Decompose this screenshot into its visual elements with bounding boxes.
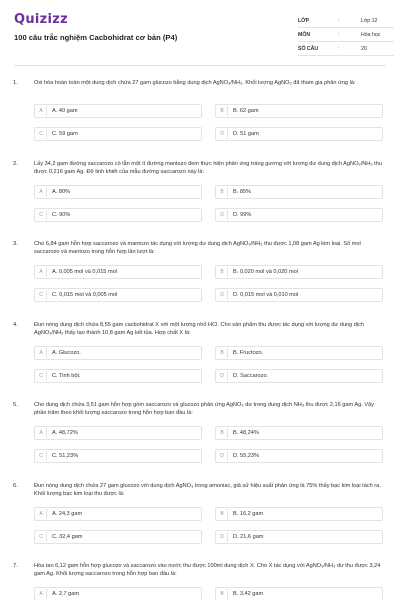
question-text: Cho dung dịch chứa 3,51 gam hỗn hợp gồm saccarozo và glucozo phản ứng AgNO₃ dư trong dung dịch NH₃ thu được 2,16 gam Ag. Vậy phần trăm theo khối lượng saccarozo trong hỗn hợp ban đầu là: <box>34 402 375 417</box>
option-letter-box: C <box>36 210 47 220</box>
answer-option-c[interactable] <box>34 208 202 222</box>
document-title: 100 câu trắc nghiệm Cacbohidrat cơ bản (P4) <box>14 33 178 42</box>
meta-key: MÔN <box>298 32 311 38</box>
option-letter-box: B <box>217 187 228 197</box>
question-list <box>0 70 400 600</box>
answer-option-a[interactable] <box>34 346 202 360</box>
option-letter-box: B <box>217 428 228 438</box>
meta-row-count <box>298 42 394 56</box>
answer-option-b[interactable] <box>215 507 383 521</box>
option-letter-box: A <box>36 348 47 358</box>
question-block <box>0 151 400 232</box>
question-number: 2. <box>13 160 18 167</box>
option-letter-box: D <box>217 371 228 381</box>
answer-option-d[interactable] <box>215 127 383 141</box>
answer-option-b[interactable] <box>215 346 383 360</box>
answer-option-a[interactable] <box>34 507 202 521</box>
option-text: B. Fructozo. <box>233 349 264 356</box>
meta-colon: : <box>338 32 340 38</box>
answer-option-a[interactable] <box>34 185 202 199</box>
question-number: 6. <box>13 482 18 489</box>
option-text: A. 40 gam <box>52 108 78 114</box>
question-number: 5. <box>13 402 18 408</box>
meta-row-subject <box>298 28 394 42</box>
option-text: B. 3,42 gam <box>233 591 264 597</box>
option-text: D. 0,015 mol và 0,010 mol <box>233 292 299 298</box>
question-block <box>0 392 400 473</box>
option-text: B. 48,24% <box>233 430 259 436</box>
answer-option-b[interactable] <box>215 265 383 279</box>
option-text: A. 48,72% <box>52 430 78 436</box>
question-block <box>0 473 400 554</box>
meta-key: SỐ CÂU <box>298 46 319 52</box>
question-text: Đun nóng dung dịch chứa 27 gam glucozo với dung dịch AgNO₃ trong amoniac, giả sử hiệu suất phản ứng là 75% thấy bạc kim loại tách ra. Khối lượng bạc kim loại thu được là: <box>34 482 381 497</box>
question-block <box>0 312 400 393</box>
answer-option-c[interactable] <box>34 288 202 302</box>
answer-option-d[interactable] <box>215 369 383 383</box>
option-text: C. 0,015 mol và 0,005 mol <box>52 292 118 298</box>
question-block <box>0 553 400 600</box>
option-text: B. 62 gam <box>233 108 259 114</box>
answer-option-b[interactable] <box>215 104 383 118</box>
option-text: D. 55,23% <box>233 453 260 459</box>
option-letter-box: D <box>217 210 228 220</box>
option-letter-box: D <box>217 290 228 300</box>
meta-value: 20 <box>361 46 367 52</box>
option-text: C. 51,23% <box>52 453 79 459</box>
answer-option-b[interactable] <box>215 185 383 199</box>
question-text: Hòa tan 6,12 gam hỗn hợp glucozo và saccarozo vào nước thu được 100ml dung dịch X. Cho X tác dụng với AgNO₃/NH₃ dư thu được 3,24 gam Ag. Khối lượng saccarozo trong hỗn hợp ban đầu là: <box>34 563 381 578</box>
option-text: C. 59 gam <box>52 131 78 137</box>
answer-option-d[interactable] <box>215 288 383 302</box>
header-divider <box>14 65 386 66</box>
option-text: D. 51 gam <box>233 131 259 137</box>
option-letter-box: A <box>36 187 47 197</box>
option-letter-box: D <box>217 129 228 139</box>
question-text: Cho 6,84 gam hỗn hợp saccarozo và mantozo tác dụng với lượng dư dung dịch AgNO₃/NH₃ thu được 1,08 gam Ag kim loại. Số mol saccarozo và mantozo trong hỗn hợp lần lượt là: <box>34 241 361 256</box>
option-letter-box: B <box>217 589 228 599</box>
option-text: B. 85% <box>233 188 252 195</box>
answer-option-d[interactable] <box>215 208 383 222</box>
option-text: C. 90% <box>52 211 71 218</box>
answer-option-d[interactable] <box>215 530 383 544</box>
option-text: A. 80% <box>52 188 71 195</box>
question-number: 4. <box>13 321 18 328</box>
option-text: D. 21,6 gam <box>233 533 264 540</box>
meta-key: LỚP <box>298 18 310 24</box>
option-letter-box: C <box>36 451 47 461</box>
answer-option-a[interactable] <box>34 426 202 440</box>
document-header <box>0 0 400 60</box>
option-text: A. Glucozo. <box>52 349 81 356</box>
question-number: 3. <box>13 241 18 247</box>
option-text: A. 2,7 gam <box>52 591 80 597</box>
option-letter-box: A <box>36 509 47 519</box>
answer-option-d[interactable] <box>215 449 383 463</box>
option-letter-box: D <box>217 451 228 461</box>
option-text: C. 32,4 gam <box>52 533 83 540</box>
answer-option-c[interactable] <box>34 127 202 141</box>
question-number: 7. <box>13 563 18 569</box>
question-number: 1. <box>13 80 18 86</box>
answer-option-c[interactable] <box>34 369 202 383</box>
option-letter-box: A <box>36 267 47 277</box>
question-block <box>0 70 400 151</box>
option-letter-box: C <box>36 129 47 139</box>
question-text: Lấy 34,2 gam đường saccarozo có lẫn một ít đường mantozo đem thực hiện phản ứng tráng gương với lượng dư dung dịch AgNO₃/NH₃ thu được 0,216 gam Ag. Độ tinh khiết của mẫu đường saccarozo này là: <box>34 160 382 175</box>
answer-option-a[interactable] <box>34 265 202 279</box>
question-block <box>0 231 400 312</box>
option-letter-box: B <box>217 348 228 358</box>
answer-option-a[interactable] <box>34 587 202 600</box>
answer-option-a[interactable] <box>34 104 202 118</box>
option-letter-box: C <box>36 290 47 300</box>
meta-row-grade <box>298 14 394 28</box>
answer-option-b[interactable] <box>215 426 383 440</box>
option-text: A. 0,005 mol và 0,015 mol <box>52 269 117 275</box>
meta-value: Lớp 12 <box>361 18 378 24</box>
question-text: Oxi hóa hoàn toàn một dung dịch chứa 27 gam glucozo bằng dung dịch AgNO₃/NH₃. Khối lượng AgNO₃ đã tham gia phản ứng là: <box>34 80 356 86</box>
option-letter-box: D <box>217 532 228 542</box>
meta-table <box>298 14 394 56</box>
quizizz-logo: Quizizz <box>14 12 69 27</box>
option-text: C. Tinh bột. <box>52 372 81 379</box>
answer-option-c[interactable] <box>34 530 202 544</box>
option-letter-box: A <box>36 428 47 438</box>
meta-colon: : <box>338 18 340 24</box>
option-letter-box: C <box>36 371 47 381</box>
answer-option-b[interactable] <box>215 587 383 600</box>
question-text: Đun nóng dung dịch chứa 8,55 gam cacbohidrat X với một lượng nhỏ HCl. Cho sản phẩm thu được tác dụng với lượng dư dung dịch AgNO₃/NH₃ thấy tạo thành 10,8 gam Ag kết tủa. Hợp chất X là: <box>34 321 364 336</box>
meta-value: Hóa học <box>361 32 381 38</box>
option-text: B. 16,2 gam <box>233 510 264 517</box>
option-letter-box: B <box>217 509 228 519</box>
option-text: D. Saccarozo. <box>233 372 269 379</box>
option-text: B. 0,020 mol và 0,020 mol <box>233 269 298 275</box>
answer-option-c[interactable] <box>34 449 202 463</box>
meta-colon: : <box>338 46 340 52</box>
option-text: D. 99% <box>233 211 252 218</box>
option-letter-box: C <box>36 532 47 542</box>
option-letter-box: B <box>217 106 228 116</box>
option-letter-box: A <box>36 106 47 116</box>
option-letter-box: B <box>217 267 228 277</box>
option-letter-box: A <box>36 589 47 599</box>
option-text: A. 24,3 gam <box>52 510 83 517</box>
